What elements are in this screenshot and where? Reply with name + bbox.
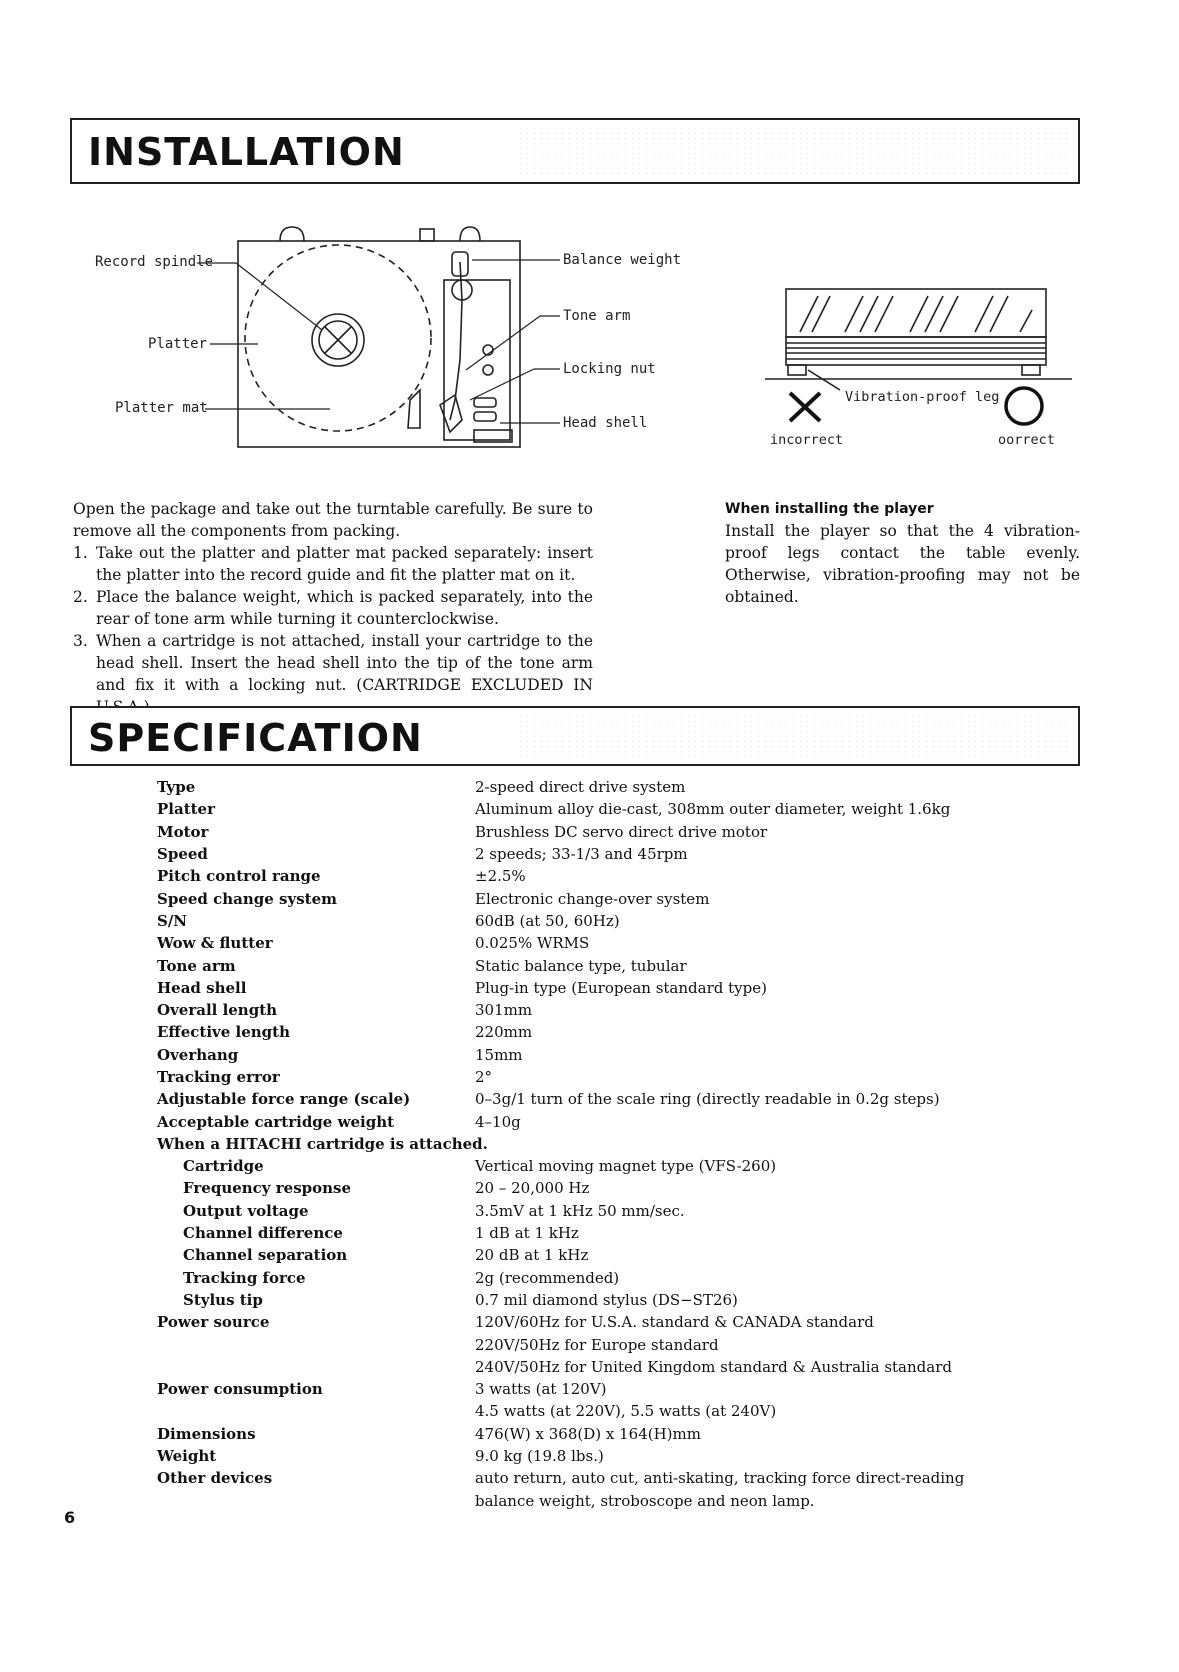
spec-value: Aluminum alloy die-cast, 308mm outer diameter, weight 1.6kg	[475, 800, 951, 819]
spec-label: Adjustable force range (scale)	[157, 1090, 411, 1109]
label-head-shell: Head shell	[563, 415, 648, 431]
plate-dot-2	[483, 365, 493, 375]
spec-value: Electronic change-over system	[475, 889, 710, 908]
spec-value: 9.0 kg (19.8 lbs.)	[475, 1447, 604, 1466]
spec-row	[157, 1222, 964, 1244]
incorrect-mark	[790, 393, 820, 421]
spec-row	[157, 1267, 964, 1289]
step-item	[73, 630, 593, 718]
spec-value: 3 watts (at 120V)	[475, 1380, 607, 1399]
spec-value: 2 speeds; 33-1/3 and 45rpm	[475, 845, 688, 864]
spec-label: Effective length	[157, 1023, 291, 1042]
spec-value: 220V/50Hz for Europe standard	[475, 1335, 719, 1354]
spec-label: Channel difference	[183, 1224, 343, 1243]
step-item	[73, 586, 593, 630]
spec-row	[157, 865, 964, 887]
installation-title: INSTALLATION	[88, 130, 405, 174]
spec-label: Other devices	[157, 1469, 273, 1488]
spec-label: Tone arm	[157, 956, 236, 975]
dust-cover	[786, 289, 1046, 337]
plate-dot-1	[483, 345, 493, 355]
installation-instructions	[73, 498, 593, 718]
spec-value: 2-speed direct drive system	[475, 778, 686, 797]
specification-header	[70, 706, 1080, 766]
label-tone-arm: Tone arm	[563, 308, 631, 324]
spec-row	[157, 843, 964, 865]
spec-label: Tracking force	[183, 1268, 306, 1287]
step-text: Take out the platter and platter mat packed separately: insert the platter into the record guide and fit the platter mat on it.	[96, 544, 593, 584]
spec-row	[157, 1021, 964, 1043]
label-platter: Platter	[148, 336, 208, 352]
spec-row	[157, 1400, 964, 1422]
spec-row	[157, 910, 964, 932]
intro-paragraph: Open the package and take out the turntable carefully. Be sure to remove all the components from packing.	[73, 500, 593, 540]
spec-row	[157, 821, 964, 843]
record-label	[312, 314, 364, 366]
spec-value: 301mm	[475, 1001, 533, 1020]
spec-label: Speed	[157, 845, 208, 864]
spec-value: 15mm	[475, 1045, 523, 1064]
step-text: Place the balance weight, which is packed separately, into the rear of tone arm while turning it counterclockwise.	[96, 588, 593, 628]
step-number: 2.	[73, 588, 88, 606]
spec-value: Plug-in type (European standard type)	[475, 978, 767, 997]
platter-outline	[245, 245, 431, 431]
turntable-base	[786, 337, 1046, 365]
spec-value: Brushless DC servo direct drive motor	[475, 822, 768, 841]
spec-label: S/N	[157, 911, 188, 930]
spec-row	[157, 1333, 964, 1355]
spec-row	[157, 1088, 964, 1110]
spec-value: Vertical moving magnet type (VFS-260)	[475, 1157, 777, 1176]
balance-weight-shape	[452, 252, 468, 276]
spec-row	[157, 1244, 964, 1266]
spec-label: Acceptable cartridge weight	[157, 1112, 395, 1131]
tone-arm-plate	[444, 280, 510, 440]
turntable-body	[238, 241, 520, 447]
head-shell-shape	[440, 395, 462, 432]
spec-label: Head shell	[157, 978, 247, 997]
spec-label: Pitch control range	[157, 867, 321, 886]
note-text: Install the player so that the 4 vibration-proof legs contact the table evenly. Otherwise, vibration-proofing may not be obtained.	[725, 522, 1080, 606]
spec-value: 0.025% WRMS	[475, 934, 590, 953]
spec-label: Type	[157, 778, 196, 797]
specification-title: SPECIFICATION	[88, 716, 423, 760]
knob-center	[420, 229, 434, 241]
spec-value: 4.5 watts (at 220V), 5.5 watts (at 240V)	[475, 1402, 777, 1421]
spec-value: auto return, auto cut, anti-skating, tracking force direct-reading	[475, 1469, 965, 1488]
spec-row	[157, 932, 964, 954]
spec-label: When a HITACHI cartridge is attached.	[157, 1134, 488, 1153]
spec-value: 4–10g	[475, 1112, 521, 1131]
installation-steps	[73, 542, 593, 718]
spec-row	[157, 1289, 964, 1311]
spec-row	[157, 1356, 964, 1378]
spec-value: 220mm	[475, 1023, 533, 1042]
spec-value: 2g (recommended)	[475, 1268, 620, 1287]
spec-row	[157, 1200, 964, 1222]
spec-row	[157, 776, 964, 798]
spec-label: Output voltage	[183, 1201, 309, 1220]
spec-value: 60dB (at 50, 60Hz)	[475, 911, 620, 930]
spec-row	[157, 1110, 964, 1132]
spec-value: 240V/50Hz for United Kingdom standard & Australia standard	[475, 1357, 952, 1376]
label-locking-nut: Locking nut	[563, 361, 656, 377]
spec-value: 20 – 20,000 Hz	[475, 1179, 590, 1198]
spec-label: Overall length	[157, 1001, 278, 1020]
knob-left	[280, 227, 304, 241]
spec-value: ±2.5%	[475, 867, 526, 886]
arm-pivot	[452, 280, 472, 300]
spec-row	[157, 954, 964, 976]
step-text: When a cartridge is not attached, install your cartridge to the head shell. Insert the head shell into the tip of the tone arm and fix it with a locking nut. (CARTRIDGE EXCLUDED IN	[96, 632, 593, 694]
spec-row	[157, 999, 964, 1021]
spec-value: balance weight, stroboscope and neon lamp.	[475, 1491, 815, 1510]
spec-value: 2°	[475, 1068, 493, 1086]
installation-header	[70, 118, 1080, 184]
label-correct: oorrect	[998, 432, 1055, 448]
spec-label: Dimensions	[157, 1424, 256, 1443]
spec-value: 3.5mV at 1 kHz 50 mm/sec.	[475, 1201, 685, 1220]
spec-label: Speed change system	[157, 889, 337, 908]
page-number: 6	[64, 1508, 76, 1527]
spec-row	[157, 1490, 964, 1512]
spec-label: Stylus tip	[183, 1290, 263, 1309]
spec-label: Motor	[157, 822, 209, 841]
record-label-inner	[319, 321, 357, 359]
spec-value: Static balance type, tubular	[475, 956, 687, 975]
header-texture	[517, 126, 1070, 176]
spec-label: Power consumption	[157, 1380, 323, 1399]
spec-value: 476(W) x 368(D) x 164(H)mm	[475, 1424, 701, 1443]
leg-right	[1022, 365, 1040, 375]
spec-row	[157, 1378, 964, 1400]
spec-value: 120V/60Hz for U.S.A. standard & CANADA standard	[475, 1313, 874, 1332]
spec-value: 0–3g/1 turn of the scale ring (directly readable in 0.2g steps)	[475, 1090, 940, 1109]
spec-label: Frequency response	[183, 1179, 352, 1198]
label-vibration-proof-leg: Vibration-proof leg	[845, 389, 1000, 405]
spec-label: Tracking error	[157, 1068, 280, 1086]
label-incorrect: incorrect	[770, 432, 844, 448]
spec-row	[157, 1445, 964, 1467]
spec-label: Power source	[157, 1313, 270, 1332]
label-balance-weight: Balance weight	[563, 252, 682, 268]
knob-right	[460, 227, 480, 241]
label-record-spindle: Record spindle	[95, 254, 214, 270]
spec-row	[157, 1311, 964, 1333]
spec-label: Wow & flutter	[157, 934, 273, 953]
spec-label: Overhang	[157, 1045, 239, 1064]
spec-label: Platter	[157, 800, 216, 819]
leg-left	[788, 365, 806, 375]
spec-table	[157, 776, 964, 1512]
spec-row	[157, 977, 964, 999]
step-number: 3.	[73, 632, 88, 650]
label-platter-mat: Platter mat	[115, 400, 208, 416]
spec-value: 20 dB at 1 kHz	[475, 1246, 589, 1265]
spec-row	[157, 1423, 964, 1445]
installation-note	[725, 498, 1080, 608]
spec-label: Cartridge	[183, 1157, 264, 1176]
note-heading: When installing the player	[725, 501, 934, 517]
spec-row	[157, 798, 964, 820]
step-number: 1.	[73, 544, 88, 562]
spec-label: Channel separation	[183, 1246, 348, 1265]
stroboscope-shape	[408, 390, 420, 428]
spec-row	[157, 1155, 964, 1177]
tone-arm	[450, 262, 462, 420]
spec-row	[157, 1467, 964, 1489]
spec-value: 1 dB at 1 kHz	[475, 1224, 579, 1243]
spec-row	[157, 1066, 964, 1088]
spec-row	[157, 1177, 964, 1199]
spec-value: 0.7 mil diamond stylus (DS−ST26)	[475, 1290, 738, 1309]
header-texture	[517, 714, 1070, 758]
spec-row	[157, 1044, 964, 1066]
correct-mark	[1006, 388, 1042, 424]
spec-row	[157, 1133, 964, 1155]
spec-label: Weight	[157, 1447, 217, 1466]
spec-row	[157, 887, 964, 909]
step-item	[73, 542, 593, 586]
